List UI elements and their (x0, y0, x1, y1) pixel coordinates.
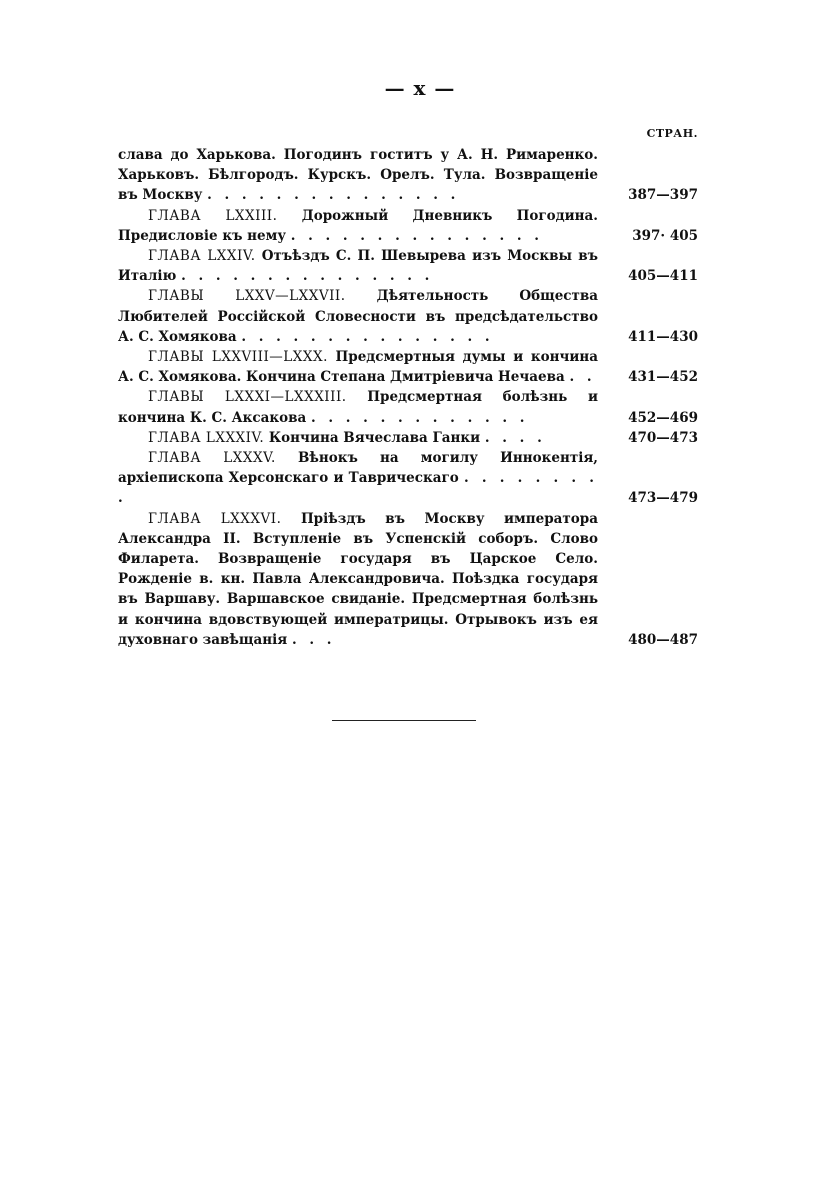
table-of-contents (118, 145, 698, 650)
chapter-heading: ГЛАВЫ LXXVIII—LXXX. (148, 349, 328, 366)
toc-entry-pages: 480—487 (628, 631, 698, 648)
toc-entry (118, 448, 698, 509)
toc-entry (118, 509, 698, 650)
toc-entry-pages: 411—430 (628, 328, 698, 345)
toc-entry (118, 246, 698, 286)
toc-entry-pages: 405—411 (628, 268, 698, 285)
chapter-heading: ГЛАВА LXXXVI. (148, 510, 282, 527)
entry-title: Дорожный Дневникъ Погодина. Предисловіе къ нему (118, 207, 598, 244)
entry-title: Пріѣздъ въ Москву императора Александра II. Вступленіе въ Успенскій соборъ. Слово Филарета. Возвращеніе государя въ Царское Село. Рожденіе в. кн. Павла Александровича. Поѣздка государя въ Варшаву. Варшавское свиданіе. Предсмертная болѣзнь и кончина вдовствующей императрицы. Отрывокъ изъ ея духовнаго завѣщанія (118, 510, 598, 648)
leader-dots: . . . . . . . . . . . . . . . (290, 227, 543, 244)
toc-entry-pages: 397· 405 (632, 227, 698, 244)
chapter-heading: ГЛАВА LXXIV. (148, 248, 256, 265)
toc-entry-text (118, 448, 598, 509)
entry-title: Кончина Вячеслава Ганки (268, 429, 481, 446)
toc-entry-pages: 452—469 (628, 409, 698, 426)
leader-dots: . . . . . . . . . . . . . . . (241, 328, 494, 345)
toc-entry-text (118, 286, 598, 347)
chapter-heading: ГЛАВЫ LXXXI—LXXXIII. (148, 389, 347, 406)
entry-title: слава до Харькова. Погодинъ гоститъ у А. Н. Римаренко. Харьковъ. Бѣлгородъ. Курскъ. Орелъ. Тула. Возвращеніе въ Москву (118, 147, 598, 204)
toc-entry (118, 428, 698, 448)
toc-entry-text (118, 387, 598, 427)
entry-title: Дѣятельность Общества Любителей Россійской Словесности въ предсѣдательство А. С. Хомякова (118, 288, 598, 345)
toc-entry (118, 145, 698, 206)
leader-dots: . . (569, 369, 596, 386)
leader-dots: . . . . . . . . . . . . . . . (181, 268, 434, 285)
toc-entry (118, 206, 698, 246)
toc-entry-pages: 431—452 (628, 369, 698, 386)
page-number: — x — (384, 76, 456, 100)
leader-dots: . . . (291, 631, 336, 648)
leader-dots: . . . . . . . . . (118, 470, 598, 507)
toc-entry-text (118, 145, 598, 206)
chapter-heading: ГЛАВЫ LXXV—LXXVII. (148, 288, 346, 305)
chapter-heading: ГЛАВА LXXIII. (148, 207, 278, 224)
leader-dots: . . . . (484, 429, 546, 446)
toc-entry-text (118, 509, 598, 650)
chapter-heading: ГЛАВА LXXXV. (148, 450, 276, 467)
toc-entry-pages: 470—473 (628, 429, 698, 446)
toc-entry-pages: 387—397 (628, 187, 698, 204)
toc-entry-text (118, 428, 598, 448)
toc-entry-text (118, 246, 598, 286)
chapter-heading: ГЛАВА LXXXIV. (148, 429, 265, 446)
toc-entry (118, 347, 698, 387)
leader-dots: . . . . . . . . . . . . . (310, 409, 529, 426)
toc-entry-text (118, 206, 598, 246)
toc-entry-pages: 473—479 (628, 490, 698, 507)
toc-entry-text (118, 347, 598, 387)
entry-title: Вѣнокъ на могилу Иннокентія, архіепископа Херсонскаго и Таврическаго (118, 450, 599, 487)
leader-dots: . . . . . . . . . . . . . . . (207, 187, 460, 204)
entry-title: Предсмертная болѣзнь и кончина К. С. Аксакова (118, 389, 599, 426)
toc-entry (118, 387, 698, 427)
end-rule-divider (332, 720, 476, 721)
entry-title: Отъѣздъ С. П. Шевырева изъ Москвы въ Италію (118, 248, 598, 285)
entry-title: Предсмертныя думы и кончина А. С. Хомякова. Кончина Степана Дмитріевича Нечаева (118, 349, 598, 386)
toc-entry (118, 286, 698, 347)
pages-column-header: СТРАН. (646, 127, 698, 140)
